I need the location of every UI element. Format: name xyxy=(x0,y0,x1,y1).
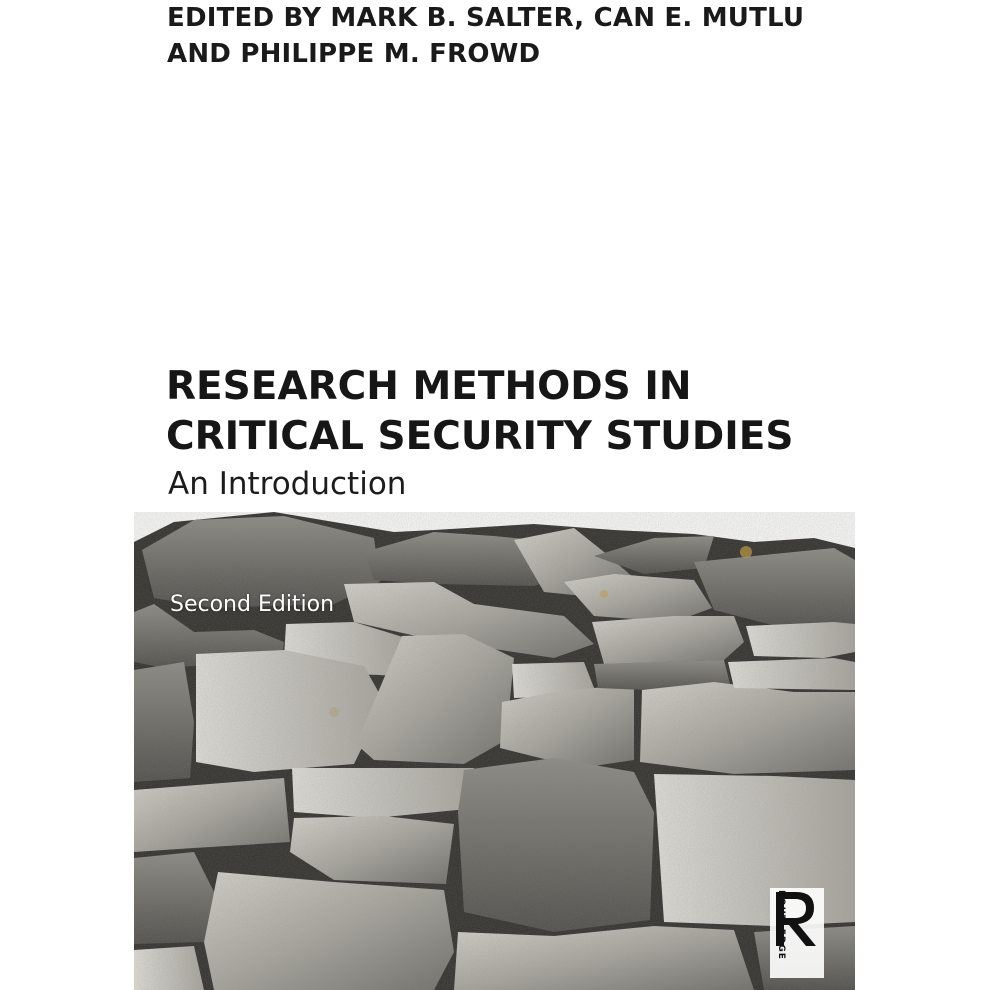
editors-line-1: EDITED BY MARK B. SALTER, CAN E. MUTLU xyxy=(167,3,805,33)
editors-line-2: AND PHILIPPE M. FROWD xyxy=(167,39,541,69)
book-title xyxy=(166,362,886,462)
title-line-2: CRITICAL SECURITY STUDIES xyxy=(166,414,794,459)
editors-credit xyxy=(167,0,867,72)
book-subtitle: An Introduction xyxy=(168,466,407,502)
title-line-1: RESEARCH METHODS IN xyxy=(166,364,692,409)
stone-wall-image xyxy=(134,512,855,990)
edition-label: Second Edition xyxy=(170,592,335,617)
publisher-name: ROUTLEDGE xyxy=(776,890,786,960)
